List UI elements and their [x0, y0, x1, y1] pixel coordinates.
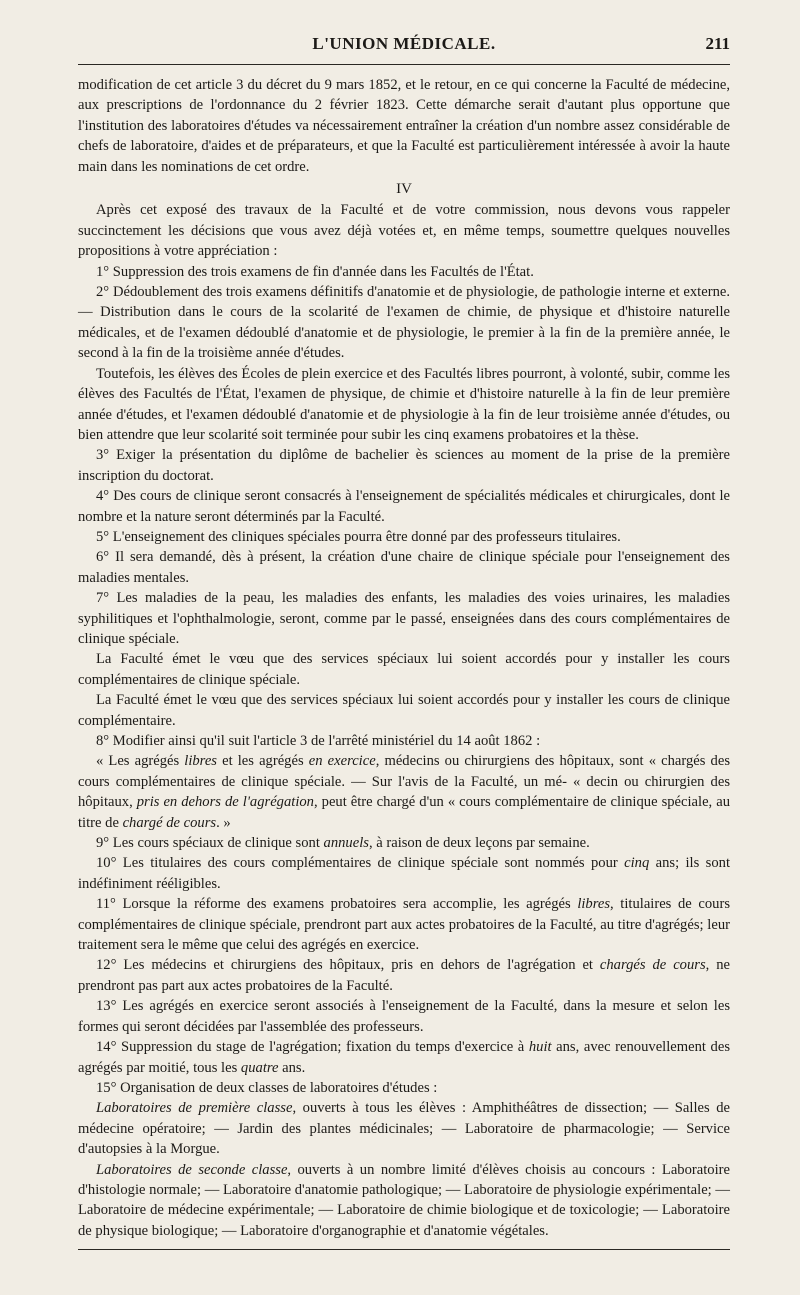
text-run: , peut être chargé d'un « cours complémentaire de clinique spéciale, au titre de — [78, 794, 730, 831]
paragraph: Après cet exposé des travaux de la Faculté et de votre commission, nous devons vous rappeler succinctement les décisions que vous avez déjà votées et, en même temps, soumettre quelques nouvelles propositions à votre appréciation : — [78, 202, 730, 260]
page-number: 211 — [705, 34, 730, 53]
text-run: 9° Les cours spéciaux de clinique sont — [96, 835, 324, 852]
italic-run: libres — [184, 753, 217, 770]
running-header — [78, 30, 730, 65]
paragraph: La Faculté émet le vœu que des services spéciaux lui soient accordés pour y installer les cours complémentaires de clinique spéciale. — [78, 651, 730, 688]
italic-run: libres — [577, 896, 611, 913]
paragraph: 13° Les agrégés en exercice seront associés à l'enseignement de la Faculté, dans la mesure et selon les formes qui seront décidées par l'assemblée des professeurs. — [78, 998, 730, 1035]
text-run: 11° Lorsque la réforme des examens probatoires sera accomplie, les agrégés — [96, 896, 578, 913]
footer-rule — [78, 1249, 730, 1250]
italic-run: Laboratoires de seconde classe — [96, 1161, 288, 1178]
text-run: , ne prendront pas part aux actes probatoires de la Faculté. — [78, 957, 730, 994]
paragraph: 15° Organisation de deux classes de laboratoires d'études : — [96, 1079, 438, 1096]
paragraph: 6° Il sera demandé, dès à présent, la création d'une chaire de clinique spéciale pour l'enseignement des maladies mentales. — [78, 549, 730, 586]
paragraph: La Faculté émet le vœu que des services spéciaux lui soient accordés pour y installer les cours de clinique complémentaire. — [78, 692, 730, 729]
journal-title: L'UNION MÉDICALE. — [312, 34, 496, 53]
paragraph: 5° L'enseignement des cliniques spéciales pourra être donné par des professeurs titulaires. — [96, 528, 621, 545]
italic-run: pris en dehors de l'agrégation — [136, 794, 314, 811]
text-run: , ouverts à un nombre limité d'élèves choisis au concours : Laboratoire d'histologie normale; — Laboratoire d'anatomie pathologique; — Laboratoire de physiologie expérimentale; — Laboratoire de médecine expérimentale; — Laboratoire de chimie biologique et de toxicologie; — Laboratoire de physique biologique; — Laboratoire d'organographie et d'anatomie végétales. — [78, 1161, 730, 1239]
text-run: 10° Les titulaires des cours complémentaires de clinique spéciale sont nommés pour — [96, 855, 625, 872]
text-run: , ouverts à tous les élèves : Amphithéâtres de dissection; — Salles de médecine opératoire; — Jardin des plantes médicinales; — Laboratoire de pharmacologie; — Service d'autopsies à la Morgue. — [78, 1100, 731, 1158]
paragraph — [78, 1098, 730, 1159]
italic-run: en exercice — [308, 753, 376, 770]
paragraph — [78, 853, 730, 894]
paragraph: 3° Exiger la présentation du diplôme de bachelier ès sciences au moment de la prise de la première inscription du doctorat. — [78, 447, 730, 484]
italic-run: Laboratoires de première classe — [96, 1100, 293, 1117]
paragraph: Toutefois, les élèves des Écoles de plein exercice et des Facultés libres pourront, à volonté, subir, comme les élèves des Facultés de l'État, l'examen de physique, de chimie et d'histoire naturelle à la fin de leur première année d'études, et l'examen dédoublé d'anatomie et de physiologie à la fin de leur troisième année d'études, ou bien attendre que leur scolarité soit terminée pour subir les cinq examens probatoires et la thèse. — [78, 365, 730, 443]
paragraph — [78, 894, 730, 955]
paragraph: 4° Des cours de clinique seront consacrés à l'enseignement de spécialités médicales et chirurgicales, dont le nombre et la nature seront déterminés par la Faculté. — [78, 488, 730, 525]
text-run: . » — [216, 814, 231, 831]
text-run: , à raison de deux leçons par semaine. — [368, 835, 590, 852]
paragraph: 8° Modifier ainsi qu'il suit l'article 3 de l'arrêté ministériel du 14 août 1862 : — [96, 733, 541, 749]
paragraph: 7° Les maladies de la peau, les maladies des enfants, les maladies des voies urinaires, les maladies syphilitiques et l'ophthalmologie, seront, comme par le passé, enseignées dans des cours complémentaires de clinique spéciale. — [78, 590, 730, 647]
text-run: ans. — [278, 1059, 306, 1076]
italic-run: annuels — [323, 835, 369, 852]
text-run: 14° Suppression du stage de l'agrégation; fixation du temps d'exercice à — [96, 1039, 529, 1056]
text-run: et les agrégés — [216, 753, 309, 770]
paragraph — [78, 1037, 730, 1078]
text-run: « Les agrégés — [96, 753, 185, 770]
paragraph: 1° Suppression des trois examens de fin d'année dans les Facultés de l'État. — [96, 263, 534, 280]
paragraph — [78, 833, 730, 853]
italic-run: quatre — [240, 1059, 279, 1076]
section-heading: IV — [396, 181, 412, 198]
italic-run: chargés de cours — [599, 957, 706, 974]
paragraph — [78, 955, 730, 996]
italic-run: huit — [528, 1039, 552, 1056]
italic-run: cinq — [624, 855, 650, 872]
paragraph: 2° Dédoublement des trois examens définitifs d'anatomie et de physiologie, de pathologie interne et externe. — Distribution dans le cours de la scolarité de l'examen de chimie, de physique et d'histoire naturelle médicales, et de l'examen dédoublé d'anatomie et de physiologie, le premier à la fin de la première année, le second à la fin de la troisième année d'études. — [78, 284, 730, 362]
paragraph — [78, 1160, 730, 1242]
text-run: ans, avec renouvellement des agrégés par moitié, tous les — [78, 1039, 730, 1076]
article-body — [78, 75, 730, 1250]
text-run: ans; ils sont indéfiniment rééligibles. — [78, 855, 730, 892]
quoted-article — [78, 751, 730, 833]
intro-paragraph: modification de cet article 3 du décret du 9 mars 1852, et le retour, en ce qui concerne la Faculté de médecine, aux prescriptions de l'ordonnance du 2 février 1823. Cette démarche serait d'autant plus opportune que l'institution des laboratoires d'études va nécessairement entraîner la création d'un nombre assez considérable de chefs de laboratoire, d'aides et de préparateurs, et que la Faculté est particulièrement intéressée à avoir la haute main dans les nominations de cet ordre. — [78, 77, 730, 175]
text-run: , médecins ou chirurgiens des hôpitaux, sont « chargés des cours complémentaires de clinique spéciale. — Sur l'avis de la Faculté, un mé- « decin ou chirurgien des hôpitaux, — [78, 753, 731, 811]
text-run: , titulaires de cours complémentaires de clinique spéciale, prendront part aux actes probatoires de la Faculté, au titre d'agrégés; leur traitement sera le même que celui des agrégés en exercice. — [78, 896, 730, 954]
italic-run: chargé de cours — [122, 814, 217, 831]
text-run: 12° Les médecins et chirurgiens des hôpitaux, pris en dehors de l'agrégation et — [96, 957, 600, 974]
